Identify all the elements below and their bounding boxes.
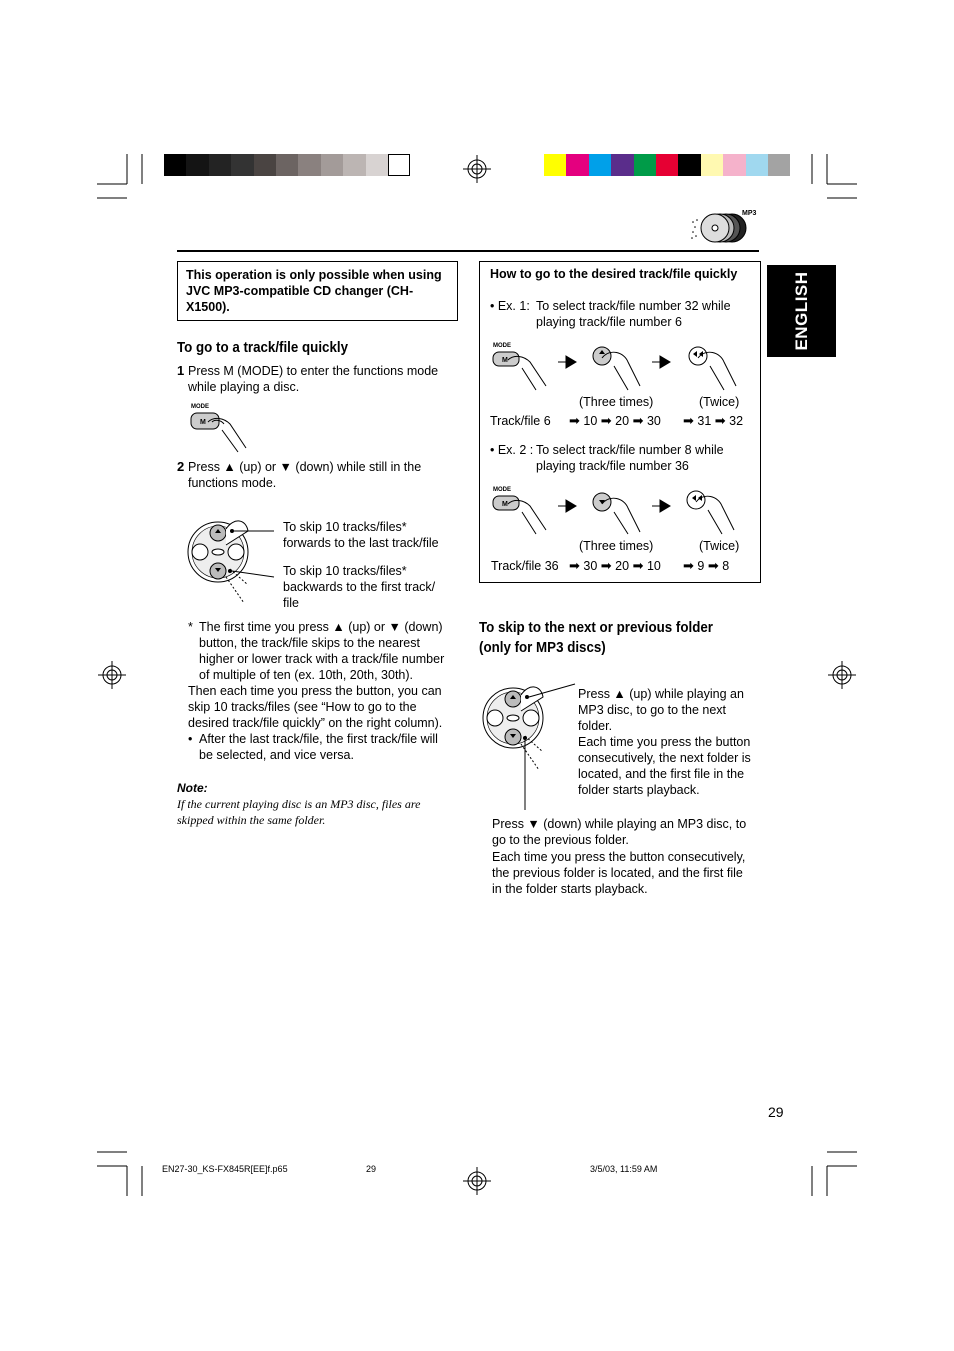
- ex2-sequence-1: ➡ 30 ➡ 20 ➡ 10: [569, 558, 661, 573]
- ex2-button-sequence: [490, 484, 750, 536]
- section-title-folder-1: To skip to the next or previous folder: [479, 620, 713, 636]
- ex2-text: To select track/file number 8 while playing track/file number 36: [536, 443, 724, 473]
- footer-file-page: 29: [366, 1164, 377, 1174]
- calibration-swatch: [566, 154, 588, 176]
- calibration-swatch: [701, 154, 723, 176]
- folder-down-text-2: Each time you press the button consecutively, the previous folder is located, and the first file in the folder starts playback.: [492, 850, 746, 896]
- ex2-start: Track/file 36: [491, 559, 559, 573]
- callout-forward: To skip 10 tracks/files* forwards to the last track/file: [283, 520, 439, 550]
- ex2-three-times: (Three times): [579, 539, 654, 553]
- section-title-track: To go to a track/file quickly: [177, 340, 348, 356]
- bullet-text: After the last track/file, the first track/file will be selected, and vice versa.: [199, 732, 438, 762]
- step2-text: Press ▲ (up) or ▼ (down) while still in the functions mode.: [188, 460, 422, 490]
- ex2-seq1-0: 30: [583, 559, 598, 573]
- footer-timestamp: 3/5/03, 11:59 AM: [590, 1164, 658, 1174]
- callout-backward: To skip 10 tracks/files* backwards to the first track/ file: [283, 564, 436, 610]
- registration-mark-bottom: [463, 1167, 491, 1195]
- ex1-twice: (Twice): [699, 395, 740, 409]
- calibration-swatch: [366, 154, 388, 176]
- calibration-swatch: [276, 154, 298, 176]
- calibration-swatch: [231, 154, 253, 176]
- calibration-swatch: [343, 154, 365, 176]
- calibration-swatch: [678, 154, 700, 176]
- step2-number: 2: [177, 459, 185, 474]
- footnote-star: *: [188, 620, 193, 634]
- step1-number: 1: [177, 363, 185, 378]
- registration-mark-top: [463, 155, 491, 183]
- language-tab: [767, 265, 836, 357]
- svg-text:M: M: [502, 357, 508, 364]
- svg-text:MODE: MODE: [493, 343, 511, 349]
- ex2-twice: (Twice): [699, 539, 740, 553]
- m-label: M: [200, 419, 206, 426]
- ex1-seq1-0: 10: [583, 414, 598, 428]
- folder-control-pad-illustration: [479, 678, 579, 812]
- section-title-folder-2: (only for MP3 discs): [479, 640, 606, 656]
- calibration-swatch: [186, 154, 208, 176]
- registration-mark-left: [98, 661, 126, 689]
- ex1-button-sequence: [490, 340, 750, 392]
- ex2-seq2-0: 9: [697, 559, 705, 573]
- folder-up-text-2: Each time you press the button consecutively, the next folder is located, and the first file in the folder starts playback.: [578, 735, 751, 797]
- ex1-three-times: (Three times): [579, 395, 654, 409]
- calibration-swatch: [209, 154, 231, 176]
- ex2-sequence-2: ➡ 9 ➡ 8: [683, 558, 730, 573]
- calibration-swatch: [589, 154, 611, 176]
- ex1-seq1-1: 20: [615, 414, 630, 428]
- folder-down-text: Press ▼ (down) while playing an MP3 disc, to go to the previous folder.: [492, 817, 747, 847]
- calibration-swatch: [634, 154, 656, 176]
- mp3-badge: MP3: [742, 210, 757, 217]
- header-rule: [177, 250, 759, 252]
- control-pad-illustration: [186, 505, 286, 605]
- calibration-swatch: [544, 154, 566, 176]
- registration-mark-right: [828, 661, 856, 689]
- svg-text:MODE: MODE: [493, 487, 511, 493]
- ex1-seq2-1: 32: [729, 414, 744, 428]
- howto-title: How to go to the desired track/file quickly: [490, 267, 738, 281]
- bullet-dot: •: [188, 732, 193, 746]
- page-number: 29: [768, 1104, 784, 1120]
- language-tab-label: ENGLISH: [791, 271, 811, 351]
- mode-label: MODE: [191, 404, 209, 410]
- ex1-seq1-2: 30: [646, 414, 661, 428]
- calibration-swatch: [611, 154, 633, 176]
- calibration-swatch: [656, 154, 678, 176]
- footer-file-name: EN27-30_KS-FX845R[EE]f.p65: [162, 1164, 288, 1174]
- ex1-sequence-1: ➡ 10 ➡ 20 ➡ 30: [569, 413, 661, 428]
- calibration-swatch: [254, 154, 276, 176]
- then-text: Then each time you press the button, you can skip 10 tracks/files (see “How to go to the desired track/file quickly” on the right column).: [188, 684, 443, 730]
- step1-text: Press M (MODE) to enter the functions mode while playing a disc.: [188, 364, 439, 394]
- calibration-swatch: [746, 154, 768, 176]
- svg-text:M: M: [502, 501, 508, 508]
- ex1-label: • Ex. 1:: [490, 299, 530, 313]
- ex2-seq2-1: 8: [722, 559, 730, 573]
- note-label: Note:: [177, 781, 208, 795]
- ex1-start: Track/file 6: [490, 414, 551, 428]
- calibration-swatch: [768, 154, 790, 176]
- calibration-swatch: [723, 154, 745, 176]
- calibration-swatch: [298, 154, 320, 176]
- ex2-seq1-2: 10: [646, 559, 661, 573]
- calibration-swatch: [321, 154, 343, 176]
- ex1-text: To select track/file number 32 while playing track/file number 6: [536, 299, 731, 329]
- calibration-swatch: [388, 154, 410, 176]
- calibration-swatch: [164, 154, 186, 176]
- mode-button-illustration: [188, 400, 250, 454]
- ex2-label: • Ex. 2 :: [490, 443, 534, 457]
- ex2-seq1-1: 20: [615, 559, 630, 573]
- notice-box: [177, 261, 458, 321]
- footnote-text: The first time you press ▲ (up) or ▼ (down) button, the track/file skips to the nearest higher or lower track with a track/file number of multiple of ten (ex. 10th, 20th, 30th).: [199, 620, 445, 682]
- ex1-seq2-0: 31: [697, 414, 712, 428]
- folder-up-text: Press ▲ (up) while playing an MP3 disc, to go to the next folder.: [578, 687, 744, 733]
- notice-text: This operation is only possible when using JVC MP3-compatible CD changer (CH-X1500).: [186, 268, 442, 314]
- note-text: If the current playing disc is an MP3 disc, files are skipped within the same folder.: [177, 797, 421, 827]
- ex1-sequence-2: ➡ 31 ➡ 32: [683, 413, 744, 428]
